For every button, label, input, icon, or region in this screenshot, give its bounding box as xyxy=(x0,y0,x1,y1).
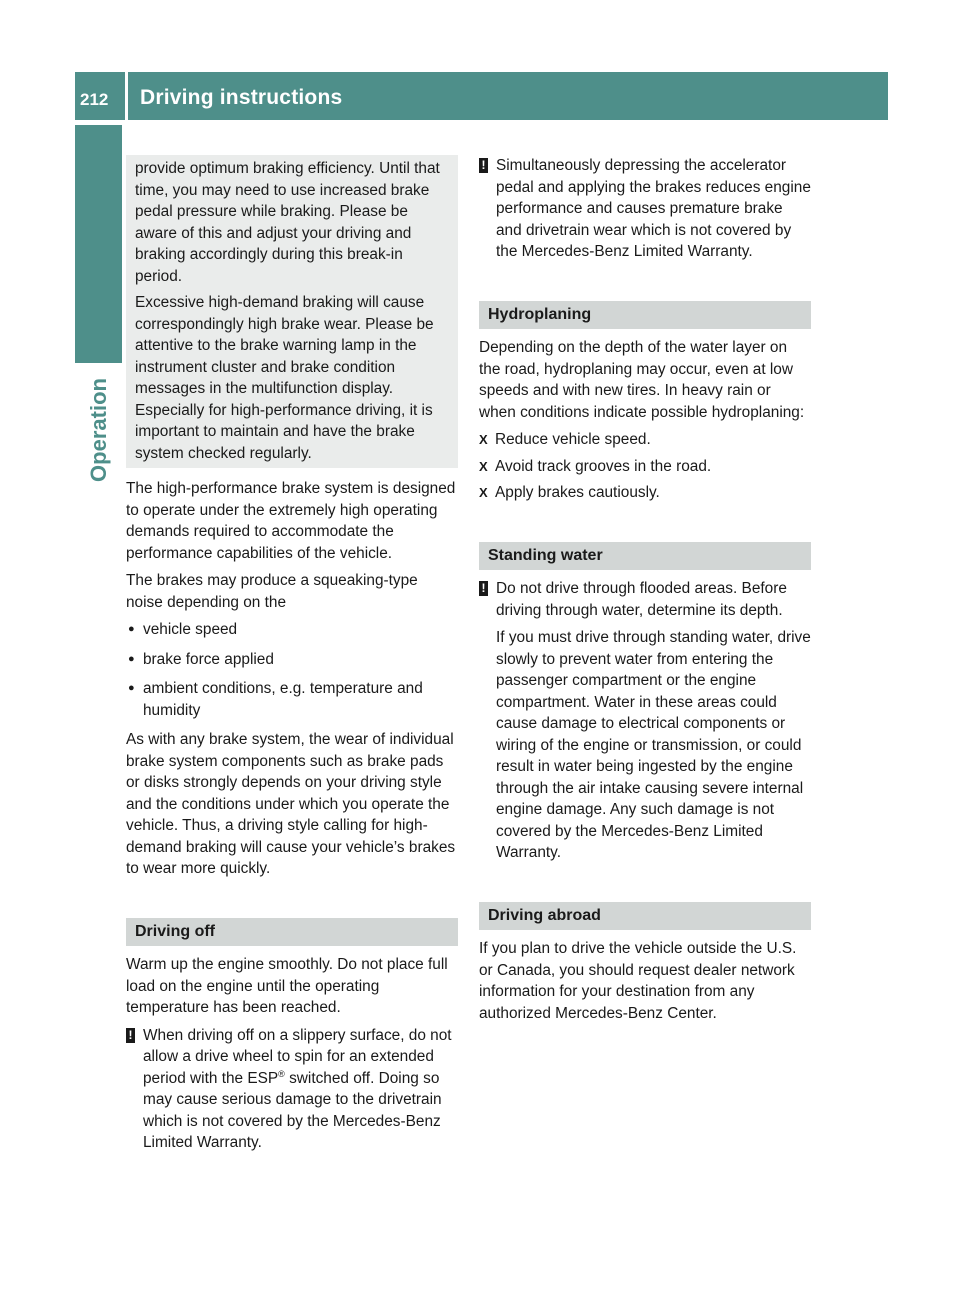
list-item-text: brake force applied xyxy=(143,650,274,668)
warning-icon: ! xyxy=(479,158,488,173)
paragraph: The high-performance brake system is designed to operate under the extremely high operating demands required to accommodate the performance capabilities of the vehicle. xyxy=(126,480,456,562)
action-text: Apply brakes cautiously. xyxy=(495,484,660,501)
list-item xyxy=(126,619,458,641)
list-item xyxy=(126,649,458,671)
header-divider xyxy=(125,72,128,120)
action-step xyxy=(479,429,811,451)
action-step xyxy=(479,482,811,504)
warning-text: Do not drive through flooded areas. Before driving through water, determine its depth. xyxy=(496,580,787,619)
warning-text: Simultaneously depressing the accelerator pedal and applying the brakes reduces engine performance and causes premature brake and drivetrain wear which is not covered by the Mercedes-Benz Limited Warranty. xyxy=(496,157,811,260)
paragraph: As with any brake system, the wear of individual brake system components such as brake pads or disks strongly depends on your driving style and the conditions under which you operate the vehicle. Thus, a driving style calling for high-demand braking will cause your vehicle’s brakes to wear more quickly. xyxy=(126,731,456,877)
warning-note xyxy=(126,1025,458,1154)
note-paragraph: provide optimum braking efficiency. Until that time, you may need to use increased brake pedal pressure while braking. Please be aware of this and adjust your driving and braking accordingly during this break-in period. xyxy=(135,160,440,285)
action-icon: X xyxy=(479,485,488,500)
warning-icon: ! xyxy=(479,581,488,596)
list-item-text: vehicle speed xyxy=(143,621,238,638)
left-column xyxy=(126,155,458,1160)
section-heading-hydroplaning: Hydroplaning xyxy=(479,301,811,330)
bullet-icon: ● xyxy=(128,682,135,694)
note-paragraph: Excessive high-demand braking will cause correspondingly high brake wear. Please be attentive to the brake warning lamp in the instrument cluster and brake condition messages in the multifunction display. Especially for high-performance driving, it is important to maintain and have the brake system checked regularly. xyxy=(135,294,434,462)
list-item-text: ambient conditions, e.g. temperature and humidity xyxy=(143,680,423,719)
right-column xyxy=(479,155,811,1030)
section-heading-standing-water: Standing water xyxy=(479,542,811,571)
section-heading-driving-abroad: Driving abroad xyxy=(479,902,811,931)
action-icon: X xyxy=(479,458,488,474)
warning-text: If you must drive through standing water, drive slowly to prevent water from entering the passenger compartment or the engine compartment. Water in these areas could cause damage to electrical components or wiring of the engine or transmission, or could result in water being ingested by the engine through the air intake causing severe internal engine damage. Any such damage is not covered by the Mercedes-Benz Limited Warranty. xyxy=(496,629,811,861)
bullet-icon: ● xyxy=(128,623,135,635)
side-section-label: Operation xyxy=(86,378,111,482)
note-box xyxy=(126,155,458,468)
warning-note xyxy=(479,578,811,864)
action-icon: X xyxy=(479,432,488,447)
warning-text: When driving off on a slippery surface, do not allow a drive wheel to spin for an extended period with the ESP® switched off. Doing so may cause serious damage to the drivetrain which is not covered by the Mercedes-Benz Limited Warranty. xyxy=(143,1026,452,1151)
warning-icon: ! xyxy=(126,1028,135,1043)
paragraph: Depending on the depth of the water layer on the road, hydroplaning may occur, even at low speeds and with new tires. In heavy rain or when conditions indicate possible hydroplaning: xyxy=(479,339,805,421)
page-title: Driving instructions xyxy=(140,86,343,109)
list-item xyxy=(126,678,458,721)
action-text: Reduce vehicle speed. xyxy=(495,431,651,448)
section-heading-driving-off: Driving off xyxy=(126,918,458,947)
paragraph: The brakes may produce a squeaking-type noise depending on the xyxy=(126,572,418,611)
side-tab-bar xyxy=(75,125,122,363)
paragraph: Warm up the engine smoothly. Do not place full load on the engine until the operating temperature has been reached. xyxy=(126,956,448,1016)
paragraph: If you plan to drive the vehicle outside the U.S. or Canada, you should request dealer network information for your destination from any authorized Mercedes-Benz Center. xyxy=(479,940,797,1022)
action-text: Avoid track grooves in the road. xyxy=(495,457,712,475)
page-number: 212 xyxy=(80,90,109,109)
bullet-icon: ● xyxy=(128,652,135,665)
action-step xyxy=(479,456,811,478)
warning-note xyxy=(479,155,811,263)
